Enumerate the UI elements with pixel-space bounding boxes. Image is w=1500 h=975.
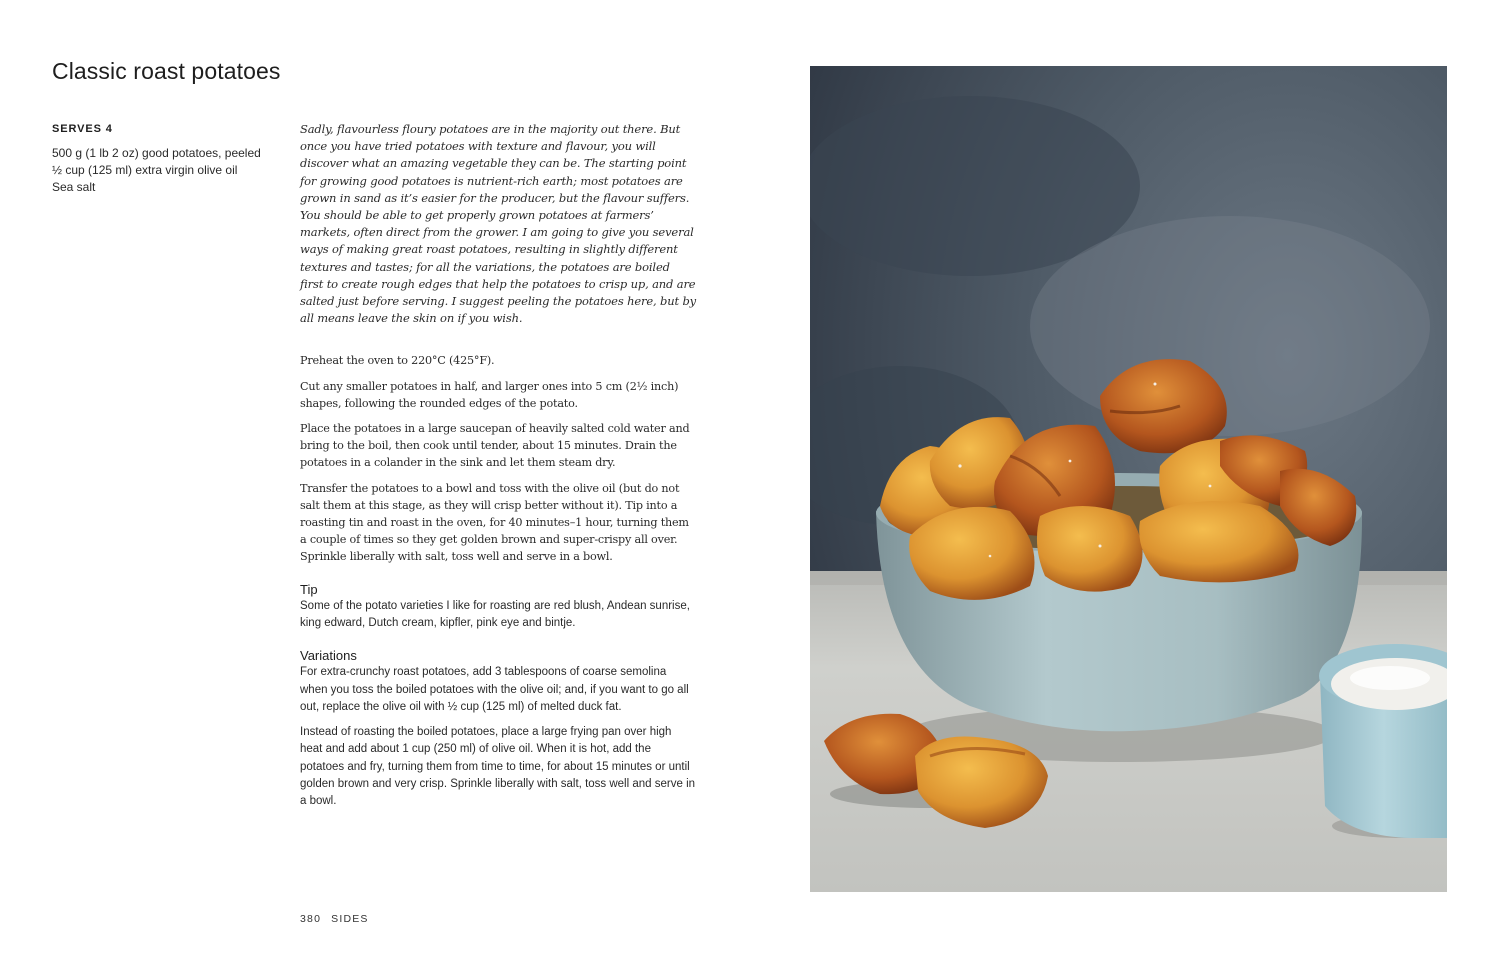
method-column [300,121,696,818]
tip-heading: Tip [300,581,318,597]
method-step: Cut any smaller potatoes in half, and larger ones into 5 cm (2½ inch) shapes, following the rounded edges of the potato. [300,379,679,410]
tip-text: Some of the potato varieties I like for roasting are red blush, Andean sunrise, king edward, Dutch cream, kipfler, pink eye and bintje. [300,599,690,630]
method-step: Place the potatoes in a large saucepan of heavily salted cold water and bring to the boil, then cook until tender, about 15 minutes. Drain the potatoes in a colander in the sink and let them steam dry. [300,422,690,470]
ingredient-item: 500 g (1 lb 2 oz) good potatoes, peeled [52,146,261,160]
page-footer [300,913,369,925]
variation-paragraph: Instead of roasting the boiled potatoes, place a large frying pan over high heat and add about 1 cup (250 ml) of olive oil. When it is hot, add the potatoes and fry, turning them from time to time, for about 15 minutes or until golden brown and very crisp. Sprinkle liberally with salt, toss well and serve in a bowl. [300,725,696,808]
method-step: Transfer the potatoes to a bowl and toss with the olive oil (but do not salt them at this stage, as they will crisp better without it). Tip into a roasting tin and roast in the oven, for 40 minutes–1 hour, turning them a couple of times so they get golden brown and super-crispy all over. Sprinkle liberally with salt, toss well and serve in a bowl. [300,481,689,564]
recipe-title: Classic roast potatoes [52,58,281,84]
ingredient-item: Sea salt [52,180,96,194]
section-name: SIDES [331,913,369,925]
roast-potatoes-photo [810,66,1447,892]
variations-heading: Variations [300,648,357,664]
method-step: Preheat the oven to 220°C (425°F). [300,354,495,368]
recipe-intro: Sadly, flavourless floury potatoes are in the majority out there. But once you have tried potatoes with texture and flavour, you will discover what an amazing vegetable they can be. The starting point for growing good potatoes is nutrient-rich earth; most potatoes are grown in sand as it’s easier for the producer, but the flavour suffers. You should be able to get properly grown potatoes at farmers’ markets, often direct from the grower. I am going to give you several ways of making great roast potatoes, resulting in slightly different textures and tastes; for all the variations, the potatoes are boiled first to create rough edges that help the potatoes to crisp up, and are salted just before serving. I suggest peeling the potatoes here, but by all means leave the skin on if you wish. [300,122,697,326]
ingredient-item: ½ cup (125 ml) extra virgin olive oil [52,163,238,177]
page-number: 380 [300,913,322,925]
ingredients-panel [52,123,282,196]
ingredient-list [52,145,282,196]
variation-paragraph: For extra-crunchy roast potatoes, add 3 tablespoons of coarse semolina when you toss the boiled potatoes with the olive oil; and, if you want to go all out, replace the olive oil with ½ cup (125 ml) of melted duck fat. [300,666,689,714]
serves-label: SERVES 4 [52,123,113,135]
